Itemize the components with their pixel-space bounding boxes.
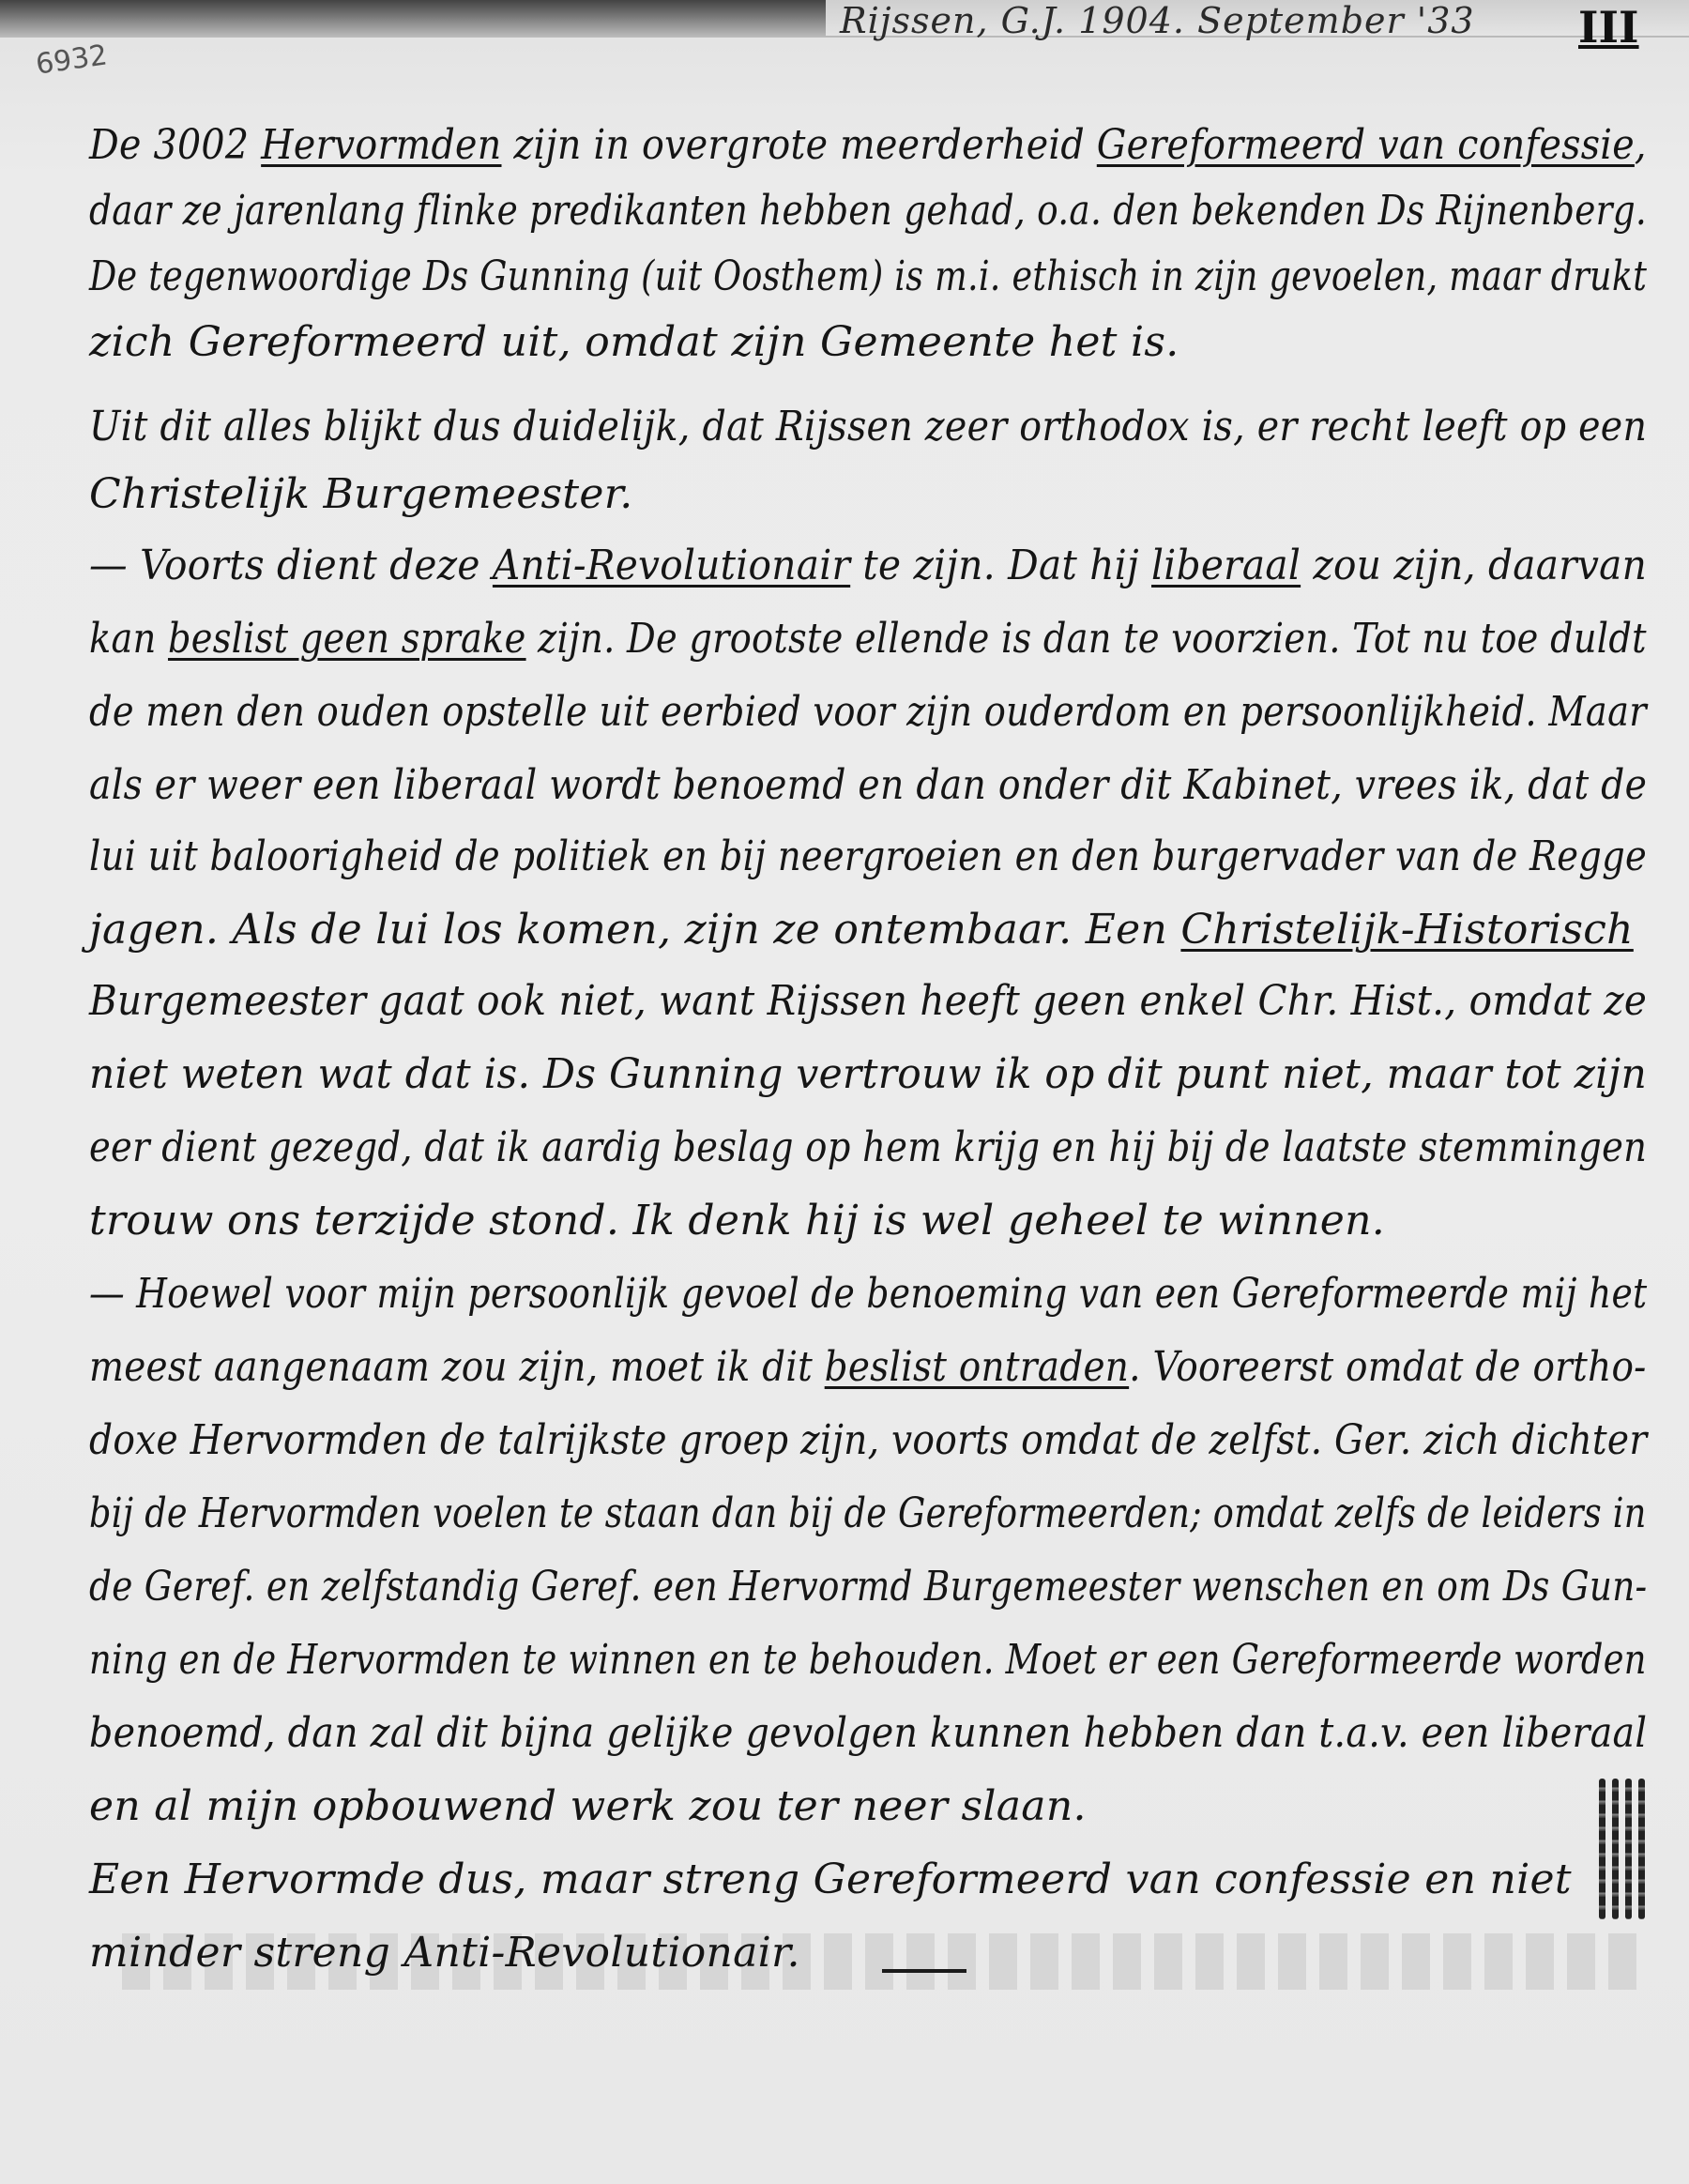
handwritten-line <box>89 1335 1647 1400</box>
text-run: te zijn. Dat hij <box>850 542 1152 589</box>
text-run: , <box>1634 121 1647 169</box>
text-run: lui uit baloorigheid de politiek en bij neergroeien en den burgervader van de Regge <box>89 832 1648 880</box>
text-run: jagen. Als de lui los komen, zijn ze ontembaar. Een <box>89 906 1181 954</box>
text-run: als er weer een liberaal wordt benoemd en dan onder dit Kabinet, vrees ik, dat de <box>89 761 1648 809</box>
handwritten-line <box>89 824 1647 890</box>
handwritten-line <box>89 394 1647 460</box>
text-run: daar ze jarenlang flinke predikanten hebben gehad, o.a. den bekenden Ds Rijnenberg. <box>89 187 1648 235</box>
underlined-phrase: Gereformeerd van confessie <box>1096 121 1635 169</box>
text-run: niet weten wat dat is. Ds Gunning vertrouw ik op dit punt niet, maar tot zijn <box>89 1050 1648 1098</box>
handwritten-line <box>89 462 633 527</box>
text-run: en al mijn opbouwend werk zou ter neer slaan. <box>89 1782 1087 1830</box>
underlined-phrase: beslist geen sprake <box>167 615 526 663</box>
underlined-phrase: Anti-Revolutionair <box>492 542 851 589</box>
handwritten-line <box>89 533 1647 599</box>
handwritten-line <box>89 310 1179 375</box>
handwritten-line <box>89 113 1647 178</box>
header-place-date: Rijssen, G.J. 1904. September '33 <box>840 0 1475 41</box>
underlined-phrase: Hervormden <box>261 121 502 169</box>
text-run: trouw ons terzijde stond. Ik denk hij is wel geheel te winnen. <box>89 1197 1386 1245</box>
text-run: Uit dit alles blijkt dus duidelijk, dat Rijssen zeer orthodox is, er recht leeft op een <box>89 403 1648 451</box>
text-run: kan <box>89 615 168 663</box>
handwritten-line <box>89 969 1647 1034</box>
handwritten-line <box>89 178 1647 244</box>
text-run: — Voorts dient deze <box>89 542 493 589</box>
text-run: doxe Hervormden de talrijkste groep zijn, voorts omdat de zelfst. Ger. zich dichter <box>89 1416 1648 1464</box>
handwritten-line <box>89 680 1647 745</box>
handwritten-line <box>89 1701 1647 1766</box>
text-run: benoemd, dan zal dit bijna gelijke gevolgen kunnen hebben dan t.a.v. een liberaal <box>89 1709 1648 1757</box>
underlined-phrase: Christelijk-Historisch <box>1180 906 1634 954</box>
handwritten-line <box>89 897 1634 963</box>
handwritten-line <box>89 1774 1087 1840</box>
text-run: De tegenwoordige Ds Gunning (uit Oosthem) is m.i. ethisch in zijn gevoelen, maar drukt <box>89 252 1648 300</box>
handwritten-line <box>89 1554 1647 1620</box>
text-run: zich Gereformeerd uit, omdat zijn Gemeente het is. <box>89 318 1179 366</box>
handwritten-line <box>89 1847 1572 1913</box>
text-run: zou zijn, daarvan <box>1301 542 1648 589</box>
underlined-phrase: liberaal <box>1151 542 1301 589</box>
handwritten-line <box>89 1481 1647 1547</box>
page-number: III <box>1578 2 1639 53</box>
handwritten-line <box>89 1042 1647 1107</box>
text-run: . Vooreerst omdat de ortho- <box>1129 1343 1647 1391</box>
text-run: Burgemeester gaat ook niet, want Rijssen heeft geen enkel Chr. Hist., omdat ze <box>89 977 1648 1025</box>
text-run: ning en de Hervormden te winnen en te behouden. Moet er een Gereformeerde worden <box>89 1636 1647 1684</box>
text-run: de Geref. en zelfstandig Geref. een Hervormd Burgemeester wenschen en om Ds Gun- <box>89 1563 1648 1611</box>
text-run: — Hoewel voor mijn persoonlijk gevoel de benoeming van een Gereformeerde mij het <box>89 1270 1648 1318</box>
closing-dash <box>882 1969 966 1973</box>
underlined-phrase: beslist ontraden <box>824 1343 1130 1391</box>
handwritten-line <box>89 1627 1647 1693</box>
edge-tally-marks <box>1595 1779 1651 1919</box>
text-run: bij de Hervormden voelen te staan dan bij de Gereformeerden; omdat zelfs de leiders in <box>89 1489 1647 1537</box>
handwritten-line <box>89 1188 1385 1254</box>
archive-number: 6932 <box>34 38 110 82</box>
text-run: de men den ouden opstelle uit eerbied voor zijn ouderdom en persoonlijkheid. Maar <box>89 688 1647 736</box>
text-run: Een Hervormde dus, maar streng Gereformeerd van confessie en niet <box>89 1856 1572 1903</box>
handwritten-line <box>89 606 1647 672</box>
text-run: Christelijk Burgemeester. <box>89 470 633 518</box>
text-run: zijn. De grootste ellende is dan te voorzien. Tot nu toe duldt <box>525 615 1647 663</box>
text-run: zijn in overgrote meerderheid <box>501 121 1097 169</box>
text-run: eer dient gezegd, dat ik aardig beslag op hem krijg en hij bij de laatste stemmingen <box>89 1123 1648 1171</box>
text-run: De 3002 <box>89 121 262 169</box>
handwritten-line <box>89 244 1647 310</box>
handwritten-line <box>89 1408 1647 1474</box>
bleed-through-shadow <box>122 1933 1642 1990</box>
handwritten-line <box>89 1261 1647 1327</box>
text-run: meest aangenaam zou zijn, moet ik dit <box>89 1343 825 1391</box>
handwritten-line <box>89 1115 1647 1181</box>
text-run: minder streng Anti-Revolutionair. <box>89 1929 800 1977</box>
handwritten-line <box>89 753 1647 818</box>
